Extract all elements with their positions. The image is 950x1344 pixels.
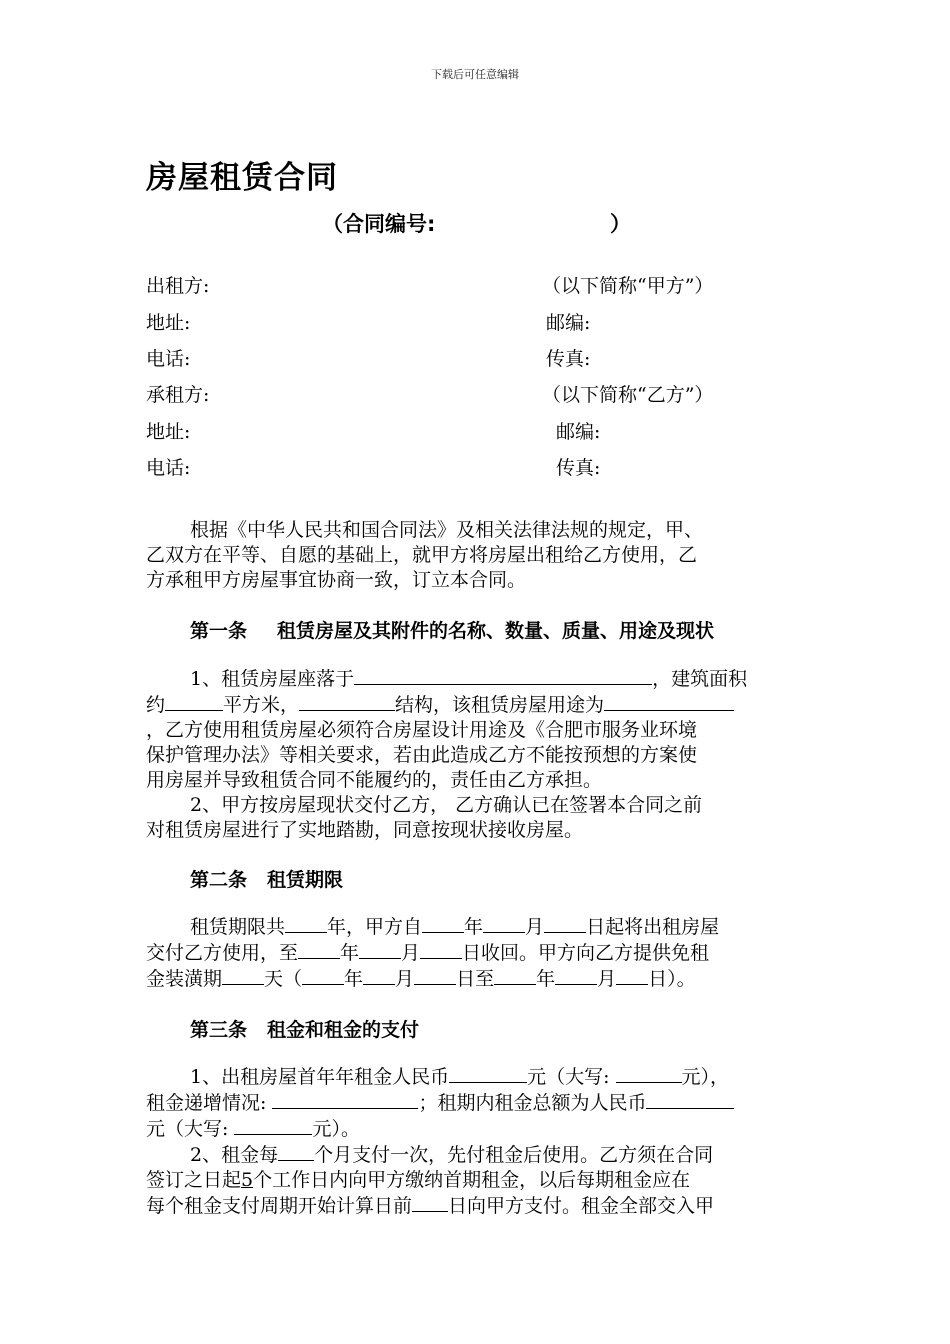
text-fragment: 元）， [681,1066,730,1088]
blank-field[interactable] [234,1116,312,1135]
text-fragment: 1、租赁房屋座落于 [190,668,355,690]
blank-field[interactable] [616,966,648,985]
text-fragment: 年 [464,916,484,938]
article-3-heading [190,1015,419,1042]
text-line: 对租赁房屋进行了实地踏勘，同意按现状接收房屋。 [146,819,584,841]
contract-number-close: ） [610,212,631,236]
text-fragment: 日收回。甲方向乙方提供免租 [462,942,710,964]
article-3-title: 租金和租金的支付 [267,1019,420,1041]
text-line [146,1193,806,1219]
blank-field[interactable] [354,666,652,685]
text-fragment: 月 [597,968,617,990]
text-fragment: 日向甲方支付。租金全部交入甲 [448,1195,715,1217]
text-line: 2、甲方按房屋现状交付乙方， 乙方确认已在签署本合同之前 [190,794,703,816]
text-line [146,666,806,692]
lessee-phone: 电话: [146,457,191,479]
blank-field[interactable] [412,1193,448,1212]
blank-field[interactable] [298,940,340,959]
lessee-address: 地址: [146,421,191,443]
lessee-alias: （以下简称“乙方”） [542,384,714,406]
lessor-address: 地址: [146,312,191,334]
text-fragment: 月 [525,916,545,938]
text-fragment: 金装潢期 [146,968,223,990]
blank-field[interactable] [302,966,344,985]
blank-field[interactable] [222,966,264,985]
blank-field[interactable] [616,1064,682,1083]
lessee-postcode: 邮编: [556,421,601,443]
text-fragment: 元（大写: [527,1066,616,1088]
lessor-postcode: 邮编: [546,312,591,334]
text-line [146,1142,806,1168]
text-line [146,1064,806,1090]
blank-field[interactable] [422,914,464,933]
contract-number [322,208,631,238]
text-fragment: 交付乙方使用，至 [146,942,299,964]
text-line [146,914,806,940]
text-fragment: 月 [401,942,421,964]
article-2-body [146,914,806,992]
article-2-title: 租赁期限 [267,869,344,891]
text-line [146,1090,806,1116]
contract-number-label: （合同编号: [322,212,436,236]
blank-field[interactable] [449,1064,527,1083]
lessor-phone: 电话: [146,348,191,370]
article-1-body [146,666,806,843]
blank-field[interactable] [359,940,401,959]
page-title: 房屋租赁合同 [146,160,338,196]
article-1-number: 第一条 [190,620,248,642]
text-fragment: 1、出租房屋首年年租金人民币 [190,1066,450,1088]
lessor-alias: （以下简称“甲方”） [542,275,714,297]
text-fragment: 结构，该租赁房屋用途为 [395,694,605,716]
text-fragment: 天（ [264,968,303,990]
text-fragment: ，建筑面积 [652,668,748,690]
lessee-fax: 传真: [556,457,601,479]
blank-field[interactable] [299,692,395,711]
blank-field[interactable] [165,692,223,711]
text-line: 保护管理办法》等相关要求，若由此造成乙方不能按预想的方案使 [146,744,698,766]
filled-field: 5 [241,1169,254,1191]
preamble-line: 方承租甲方房屋事宜协商一致，订立本合同。 [146,569,527,591]
text-fragment: 年 [536,968,556,990]
blank-field[interactable] [483,914,525,933]
text-fragment: ；租期内租金总额为人民币 [418,1092,647,1114]
text-line [146,692,806,718]
lessor-label: 出租方: [146,275,210,297]
text-fragment: 日至 [456,968,495,990]
blank-field[interactable] [544,914,586,933]
text-fragment: 年 [344,968,364,990]
text-fragment: 约 [146,694,166,716]
blank-field[interactable] [420,940,462,959]
blank-field[interactable] [278,1142,314,1161]
text-line [146,1168,806,1193]
text-fragment: 元）。 [312,1118,360,1140]
blank-field[interactable] [363,966,395,985]
article-2-number: 第二条 [190,869,248,891]
preamble-line: 乙双方在平等、自愿的基础上，就甲方将房屋出租给乙方使用，乙 [146,544,698,566]
text-fragment: 2、租金每 [190,1144,279,1166]
text-fragment: 个月支付一次，先付租金后使用。乙方须在合同 [314,1144,714,1166]
lessee-label: 承租方: [146,384,210,406]
article-3-number: 第三条 [190,1019,248,1041]
text-line: 用房屋并导致租赁合同不能履约的，责任由乙方承担。 [146,769,603,791]
preamble-line: 根据《中华人民共和国合同法》及相关法律法规的规定，甲、 [190,519,704,541]
text-fragment: 租金递增情况: [146,1092,273,1114]
text-fragment: 每个租金支付周期开始计算日前 [146,1195,413,1217]
text-fragment: 签订之日起 [146,1169,242,1191]
article-1-title: 租赁房屋及其附件的名称、数量、质量、用途及现状 [277,620,715,642]
blank-field[interactable] [272,1090,418,1109]
text-line [146,1116,806,1142]
header-note: 下载后可任意编辑 [431,68,519,81]
text-fragment: 租赁期限共 [190,916,286,938]
preamble [146,518,806,593]
blank-field[interactable] [646,1090,734,1109]
article-3-body [146,1064,806,1219]
blank-field[interactable] [414,966,456,985]
article-1-heading [190,616,714,643]
text-fragment: 月 [395,968,415,990]
lessor-fax: 传真: [546,348,591,370]
text-fragment: 日）。 [648,968,696,990]
text-fragment: 平方米， [223,694,300,716]
text-line: ，乙方使用租赁房屋必须符合房屋设计用途及《合肥市服务业环境 [146,719,698,741]
text-line [146,940,806,966]
blank-field[interactable] [494,966,536,985]
text-fragment: 年 [340,942,360,964]
text-fragment: 日起将出租房屋 [586,916,720,938]
article-2-heading [190,865,343,892]
blank-field[interactable] [555,966,597,985]
blank-field[interactable] [285,914,327,933]
text-line [146,966,806,992]
text-fragment: 个工作日内向甲方缴纳首期租金，以后每期租金应在 [253,1169,691,1191]
blank-field[interactable] [604,692,734,711]
text-fragment: 元（大写: [146,1118,235,1140]
text-fragment: 年，甲方自 [327,916,423,938]
